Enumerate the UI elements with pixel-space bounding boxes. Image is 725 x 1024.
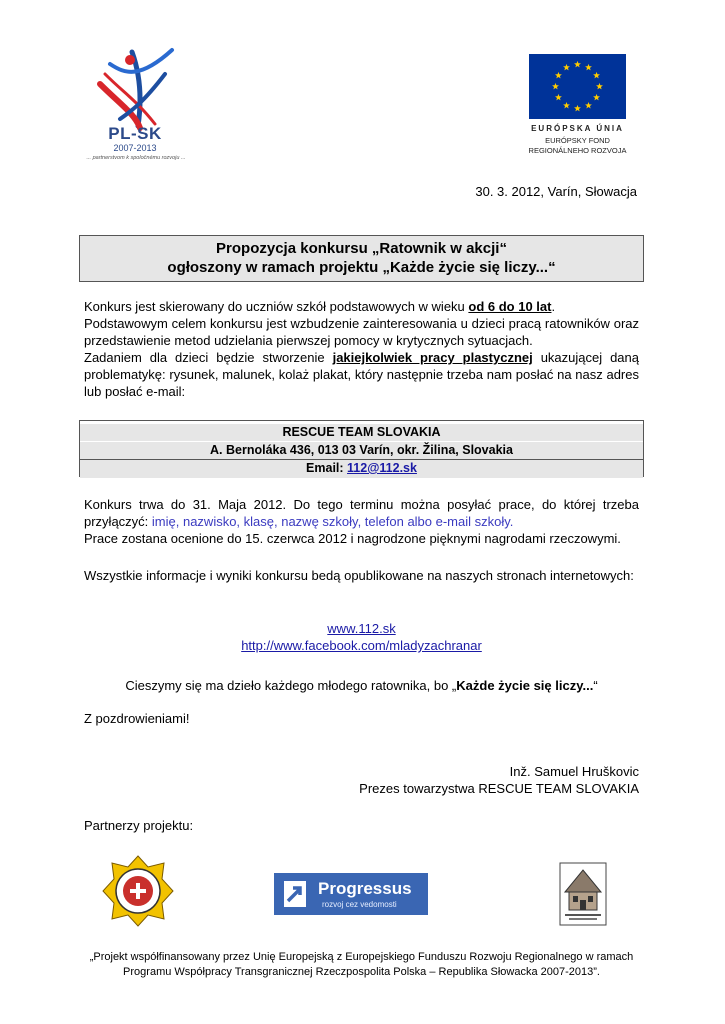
deadline-paragraph	[84, 496, 639, 547]
deadline-text: Konkurs trwa do 31. Maja 2012. Do tego terminu można posyłać prace, do której trzeba przyłączyć:	[84, 497, 639, 529]
footer-note	[79, 950, 644, 980]
progressus-logo	[274, 873, 428, 915]
footer-line-2: Programu Współpracy Transgranicznej Rzeczpospolita Polska – Republika Słowacka 2007-2013”.	[123, 966, 600, 978]
footer-line-1: „Projekt współfinansowany przez Unię Europejską z Europejskiego Funduszu Rozwoju Regionalnego w ramach	[89, 951, 634, 963]
closing-slogan: Każde życie się liczy...	[456, 678, 594, 693]
contact-email-line	[80, 459, 643, 478]
partners-label: Partnerzy projektu:	[84, 818, 194, 833]
regards: Z pozdrowieniami!	[84, 711, 190, 726]
evaluation-text: Prace zostana ocenione do 15. czerwca 2012 i nagrodzone pięknymi nagrodami rzeczowymi.	[84, 531, 621, 546]
closing-text: Cieszymy się ma dzieło każdego młodego ratownika, bo „	[125, 678, 457, 693]
document-date: 30. 3. 2012, Varín, Słowacja	[475, 184, 637, 199]
eu-union-label: EURÓPSKA ÚNIA	[531, 124, 624, 133]
progressus-tagline: rozvoj cez vedomosti	[322, 900, 397, 909]
title-line-1: Propozycja konkursu „Ratownik w akcji“	[216, 240, 507, 257]
eu-fund-label-2: REGIONÁLNEHO ROZVOJA	[528, 146, 627, 155]
links-block	[79, 620, 644, 654]
signatory-name: Inž. Samuel Hruškovic	[509, 764, 639, 779]
goal-text: Podstawowym celem konkursu jest wzbudzenie zainteresowania u dzieci pracą ratowników oraz przedstawienie metod udzielania pierwszej pomocy w krytycznych sytuacjach.	[84, 316, 639, 348]
contact-box	[79, 420, 644, 477]
closing-line	[79, 677, 644, 694]
progressus-name: Progressus	[318, 879, 412, 898]
title-box	[79, 235, 644, 282]
museum-building-icon	[559, 862, 607, 926]
website-link[interactable]: www.112.sk	[327, 621, 396, 636]
title-line-2: ogłoszony w ramach projektu „Każde życie się liczy...“	[167, 259, 556, 276]
mlady-zachranar-badge-icon	[102, 855, 174, 927]
progressus-arrow-icon	[284, 881, 306, 907]
email-link[interactable]: 112@112.sk	[347, 461, 417, 475]
facebook-link[interactable]: http://www.facebook.com/mladyzachranar	[241, 638, 482, 653]
required-info: imię, nazwisko, klasę, nazwę szkoły, telefon albo e-mail szkoły.	[151, 514, 514, 529]
contact-address: A. Bernoláka 436, 013 03 Varín, okr. Žilina, Slovakia	[80, 442, 643, 459]
task-text: Zadaniem dla dzieci będzie stworzenie	[84, 350, 333, 365]
plsk-logo-years: 2007-2013	[113, 143, 157, 153]
task-text-rest: ukazującej daną problematykę: rysunek, malunek, kolaż plakat, który następnie trzeba nam posłać na nasz adres lub posłać e-mail:	[84, 350, 639, 399]
info-paragraph: Wszystkie informacje i wyniki konkursu bedą opublikowane na naszych stronach internetowych:	[84, 568, 634, 583]
plsk-logo-tagline: ... partnerstvom k spoločnému rozvoju ...	[86, 155, 186, 161]
email-label: Email:	[306, 461, 348, 475]
plsk-logo-title: PL-SK	[108, 124, 162, 143]
intro-text: Konkurs jest skierowany do uczniów szkół podstawowych w wieku	[84, 299, 469, 314]
intro-paragraph	[84, 298, 639, 400]
age-range: od 6 do 10 lat	[468, 299, 552, 314]
intro-period: .	[551, 299, 556, 314]
task-emphasis: jakiejkolwiek pracy plastycznej	[332, 350, 533, 365]
contact-name: RESCUE TEAM SLOVAKIA	[80, 424, 643, 441]
signatory-role: Prezes towarzystwa RESCUE TEAM SLOVAKIA	[359, 781, 639, 796]
eu-fund-label-1: EURÓPSKY FOND	[545, 136, 610, 145]
eu-flag-icon	[529, 54, 626, 119]
closing-quote: “	[593, 678, 598, 693]
